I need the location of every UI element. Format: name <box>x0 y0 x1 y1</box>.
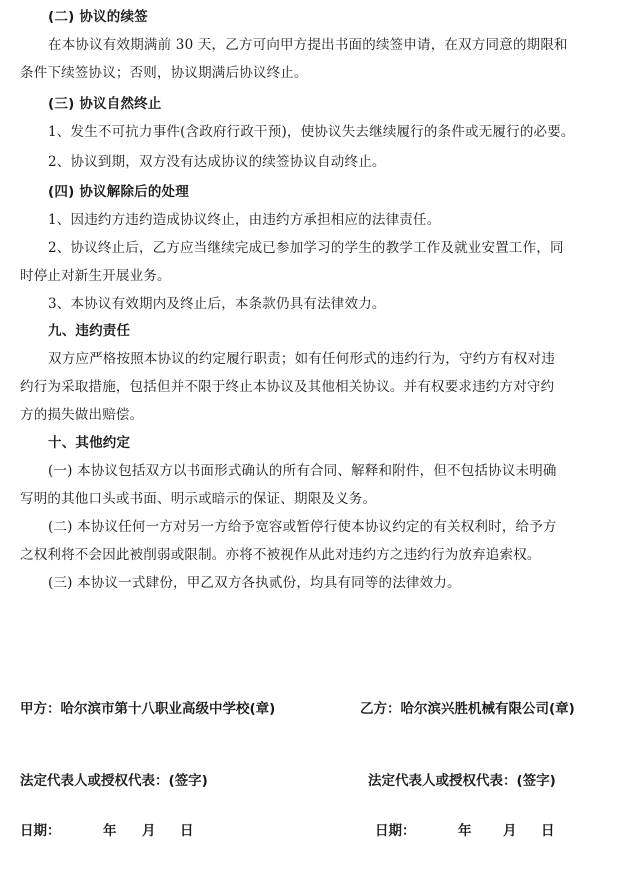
paragraph-line: 之权利将不会因此被削弱或限制。亦将不被视作从此对违约方之违约行为放弃追索权。 <box>20 547 541 563</box>
list-item: 2、协议到期，双方没有达成协议的续签协议自动终止。 <box>48 154 386 170</box>
list-item: (一) 本协议包括双方以书面形式确认的所有合同、解释和附件，但不包括协议未明确 <box>48 463 557 479</box>
section-heading-natural-termination: (三) 协议自然终止 <box>48 96 162 112</box>
paragraph-line: 条件下续签协议；否则，协议期满后协议终止。 <box>20 65 308 81</box>
list-item: 2、协议终止后，乙方应当继续完成已参加学习的学生的教学工作及就业安置工作，同 <box>48 240 564 256</box>
list-item: 1、因违约方违约造成协议终止，由违约方承担相应的法律责任。 <box>48 212 441 228</box>
party-a-representative: 法定代表人或授权代表：(签字) <box>20 773 208 789</box>
list-item: (二) 本协议任何一方对另一方给予宽容或暂停行使本协议约定的有关权利时，给予方 <box>48 519 557 535</box>
party-b-date-month: 月 <box>503 823 517 839</box>
party-b-date-label: 日期： <box>375 823 416 839</box>
party-a-date-month: 月 <box>142 823 156 839</box>
party-b-signature: 乙方：哈尔滨兴胜机械有限公司(章) <box>360 701 575 717</box>
list-item: (三) 本协议一式肆份，甲乙双方各执贰份，均具有同等的法律效力。 <box>48 575 461 591</box>
party-a-signature: 甲方：哈尔滨市第十八职业高级中学校(章) <box>20 701 276 717</box>
section-heading-renewal: (二) 协议的续签 <box>48 9 148 25</box>
paragraph-line: 时停止对新生开展业务。 <box>20 268 171 284</box>
paragraph-line: 在本协议有效期满前 30 天，乙方可向甲方提出书面的续签申请，在双方同意的期限和 <box>48 37 568 53</box>
party-a-date-day: 日 <box>180 823 194 839</box>
section-heading-other: 十、其他约定 <box>48 435 131 451</box>
section-heading-liability: 九、违约责任 <box>48 323 131 339</box>
party-b-date-day: 日 <box>541 823 555 839</box>
party-b-date-year: 年 <box>458 823 472 839</box>
list-item: 3、本协议有效期内及终止后，本条款仍具有法律效力。 <box>48 296 386 312</box>
paragraph-line: 约行为采取措施，包括但并不限于终止本协议及其他相关协议。并有权要求违约方对守约 <box>20 379 555 395</box>
party-b-representative: 法定代表人或授权代表：(签字) <box>368 773 556 789</box>
party-a-date-label: 日期： <box>20 823 61 839</box>
party-a-date-year: 年 <box>103 823 117 839</box>
paragraph-line: 双方应严格按照本协议的约定履行职责；如有任何形式的违约行为，守约方有权对违 <box>48 351 555 367</box>
section-heading-post-termination: (四) 协议解除后的处理 <box>48 184 189 200</box>
paragraph-line: 写明的其他口头或书面、明示或暗示的保证、期限及义务。 <box>20 491 377 507</box>
list-item: 1、发生不可抗力事件(含政府行政干预)，使协议失去继续履行的条件或无履行的必要。 <box>48 124 575 140</box>
paragraph-line: 方的损失做出赔偿。 <box>20 407 144 423</box>
